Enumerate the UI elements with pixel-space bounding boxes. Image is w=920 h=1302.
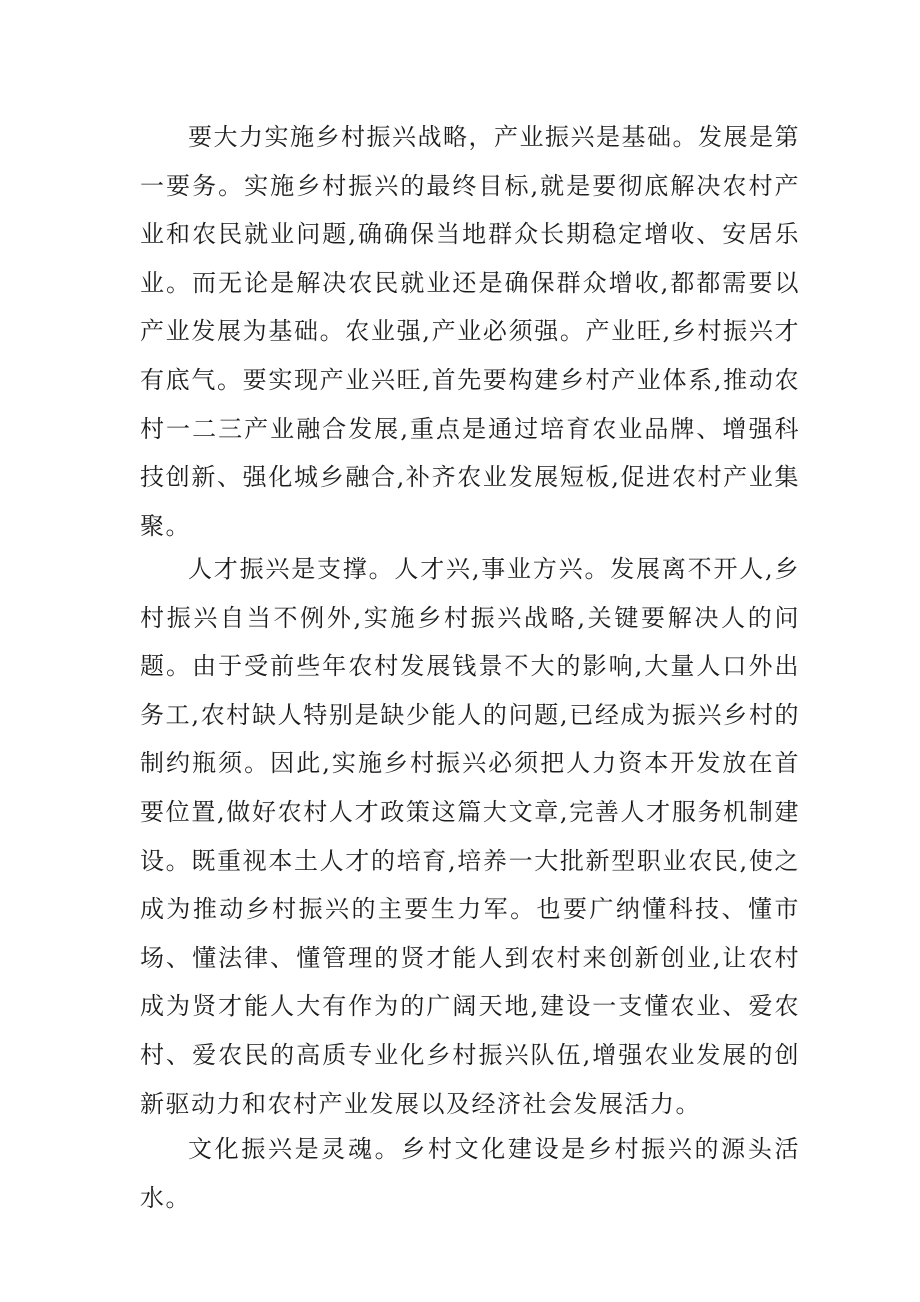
paragraph-culture-revitalization: 文化振兴是灵魂。乡村文化建设是乡村振兴的源头活水。 [140, 1135, 800, 1212]
paragraph-talent-revitalization: 人才振兴是支撑。人才兴,事业方兴。发展离不开人,乡村振兴自当不例外,实施乡村振兴战略,关键要解决人的问题。由于受前些年农村发展钱景不大的影响,大量人口外出务工,农村缺人特别是缺少能人的问题,已经成为振兴乡村的制约瓶须。因此,实施乡村振兴必须把人力资本开发放在首要位置,做好农村人才政策这篇大文章,完善人才服务机制建设。既重视本土人才的培育,培养一大批新型职业农民,使之成为推动乡村振兴的主要生力军。也要广纳懂科技、懂市场、懂法律、懂管理的贤才能人到农村来创新创业,让农村成为贤才能人大有作为的广阔天地,建设一支懂农业、爱农村、爱农民的高质专业化乡村振兴队伍,增强农业发展的创新驱动力和农村产业发展以及经济社会发展活力。 [140, 555, 800, 1118]
paragraph-industry-revitalization: 要大力实施乡村振兴战略，产业振兴是基础。发展是第一要务。实施乡村振兴的最终目标,就是要彻底解决农村产业和农民就业问题,确确保当地群众长期稳定增收、安居乐业。而无论是解决农民就业还是确保群众增收,都都需要以产业发展为基础。农业强,产业必须强。产业旺,乡村振兴才有底气。要实现产业兴旺,首先要构建乡村产业体系,推动农村一二三产业融合发展,重点是通过培育农业品牌、增强科技创新、强化城乡融合,补齐农业发展短板,促进农村产业集聚。 [140, 123, 800, 540]
